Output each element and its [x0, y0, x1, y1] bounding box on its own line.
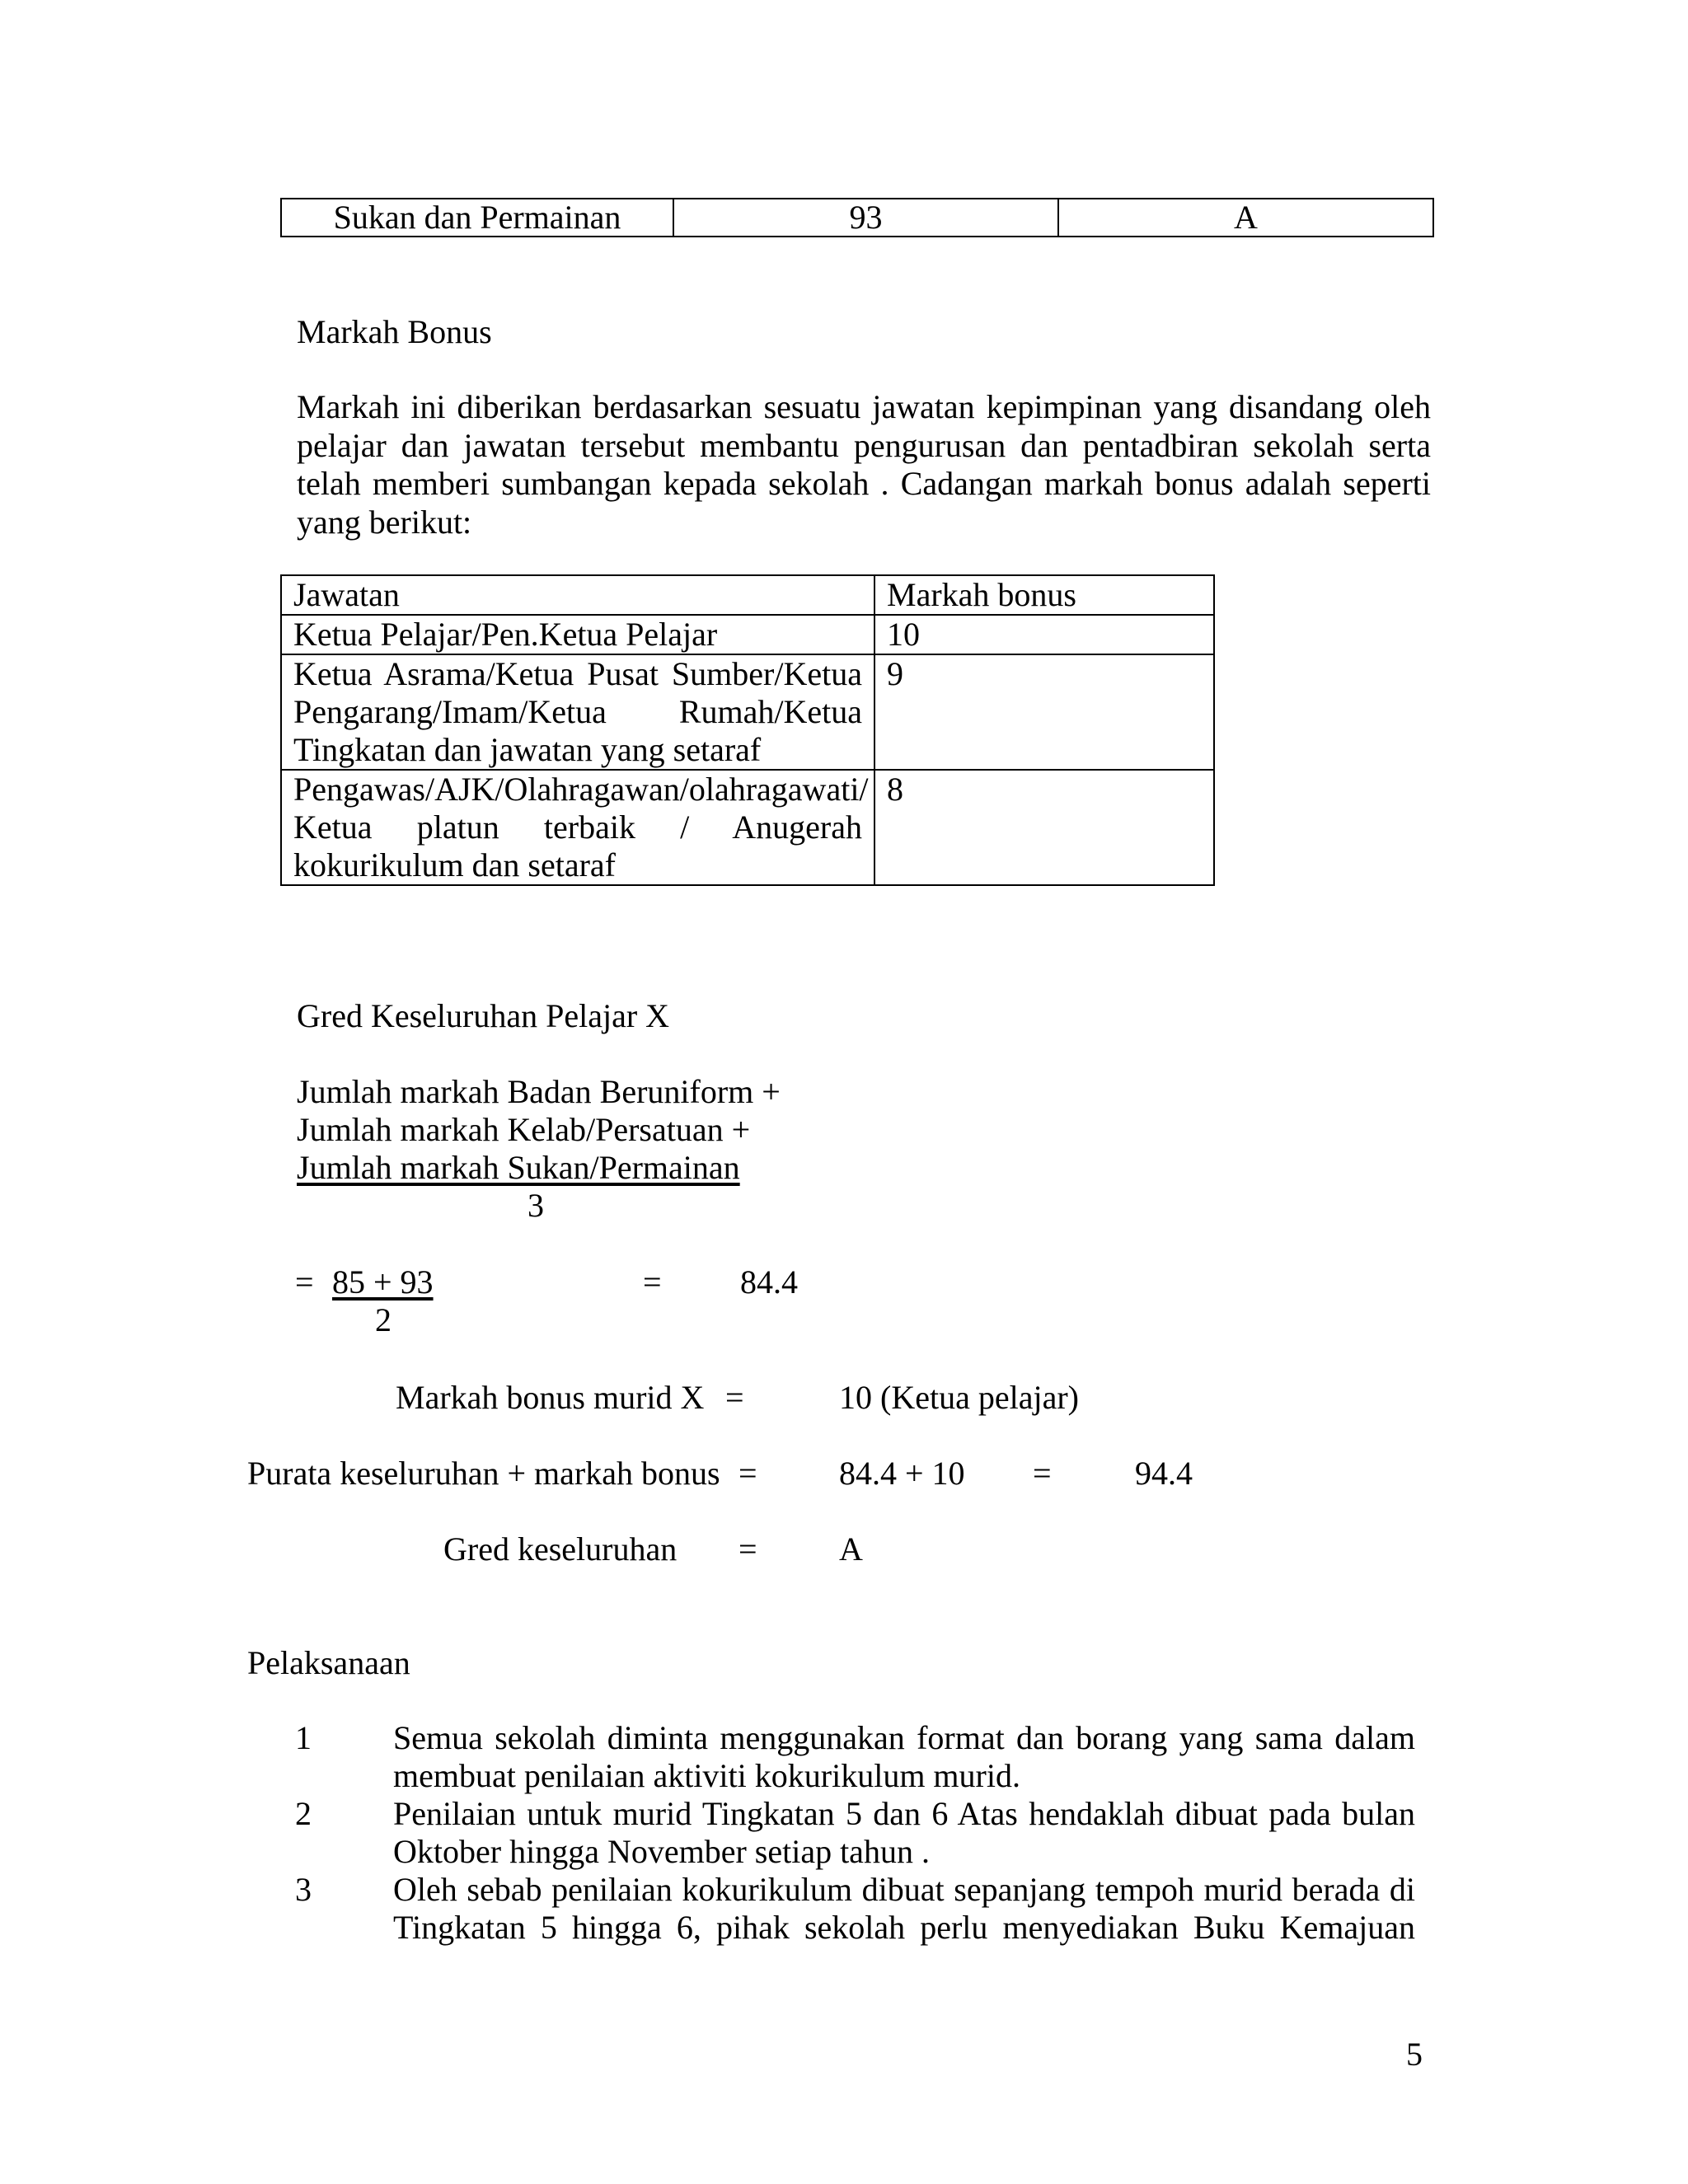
total-calc-expr: 84.4 + 10 [839, 1455, 965, 1492]
bonus-cell: 9 [874, 654, 1214, 770]
list-item-number: 3 [295, 1871, 312, 1908]
implementation-heading: Pelaksanaan [247, 1644, 410, 1681]
position-cell: Pengawas/AJK/Olahragawan/olahragawati/ Ketua platun terbaik / Anugerah kokurikulum dan setaraf [281, 770, 874, 885]
bonus-heading: Markah Bonus [297, 313, 492, 350]
bonus-calc-label: Markah bonus murid X [396, 1379, 705, 1416]
grade-calc-label: Gred keseluruhan [443, 1530, 678, 1568]
overall-heading: Gred Keseluruhan Pelajar X [297, 997, 670, 1034]
header-markah-bonus: Markah bonus [874, 575, 1214, 615]
formula-line-2: Jumlah markah Kelab/Persatuan + [297, 1111, 751, 1148]
eq-sign: = [738, 1530, 757, 1568]
eq-sign: = [725, 1379, 744, 1416]
header-jawatan: Jawatan [281, 575, 874, 615]
score-table-row [280, 198, 1434, 237]
eq-sign: = [738, 1455, 757, 1492]
list-item: Oleh sebab penilaian kokurikulum dibuat sepanjang tempoh murid berada di Tingkatan 5 hingga 6, pihak sekolah perlu menyediakan Buku Kemajuan [393, 1871, 1415, 1946]
table-row [281, 770, 1214, 885]
table-row [281, 654, 1214, 770]
average-result: 84.4 [740, 1263, 798, 1301]
bonus-cell: 8 [874, 770, 1214, 885]
total-calc-label: Purata keseluruhan + markah bonus [247, 1455, 720, 1492]
bonus-calc-value: 10 (Ketua pelajar) [839, 1379, 1079, 1416]
table-row [281, 615, 1214, 654]
formula-line-1: Jumlah markah Badan Beruniform + [297, 1073, 781, 1110]
total-calc-result: 94.4 [1135, 1455, 1193, 1492]
page-number: 5 [1406, 2036, 1423, 2073]
bonus-table [280, 574, 1215, 886]
list-item: Penilaian untuk murid Tingkatan 5 dan 6 Atas hendaklah dibuat pada bulan Oktober hingga November setiap tahun . [393, 1795, 1415, 1870]
score-cell: 93 [674, 199, 1059, 236]
table-header-row [281, 575, 1214, 615]
eq-sign: = [643, 1263, 662, 1301]
activity-cell: Sukan dan Permainan [282, 199, 674, 236]
bonus-paragraph: Markah ini diberikan berdasarkan sesuatu jawatan kepimpinan yang disandang oleh pelajar dan jawatan tersebut membantu pengurusan dan pentadbiran sekolah serta telah memberi sumbangan kepada sekolah . Cadangan markah bonus adalah seperti yang berikut: [297, 388, 1431, 541]
eq-sign: = [1033, 1455, 1052, 1492]
bonus-cell: 10 [874, 615, 1214, 654]
formula-line-3: Jumlah markah Sukan/Permainan [297, 1149, 740, 1186]
position-cell: Ketua Pelajar/Pen.Ketua Pelajar [281, 615, 874, 654]
list-item: Semua sekolah diminta menggunakan format dan borang yang sama dalam membuat penilaian aktiviti kokurikulum murid. [393, 1719, 1415, 1794]
fraction-denominator: 2 [375, 1301, 392, 1338]
grade-calc-value: A [839, 1530, 863, 1568]
fraction-numerator: 85 + 93 [332, 1263, 434, 1301]
grade-cell: A [1234, 199, 1258, 236]
formula-divisor: 3 [528, 1187, 544, 1224]
list-item-number: 2 [295, 1795, 312, 1832]
list-item-number: 1 [295, 1719, 312, 1756]
position-cell: Ketua Asrama/Ketua Pusat Sumber/Ketua Pengarang/Imam/Ketua Rumah/Ketua Tingkatan dan jawatan yang setaraf [281, 654, 874, 770]
eq-sign: = [295, 1263, 314, 1301]
